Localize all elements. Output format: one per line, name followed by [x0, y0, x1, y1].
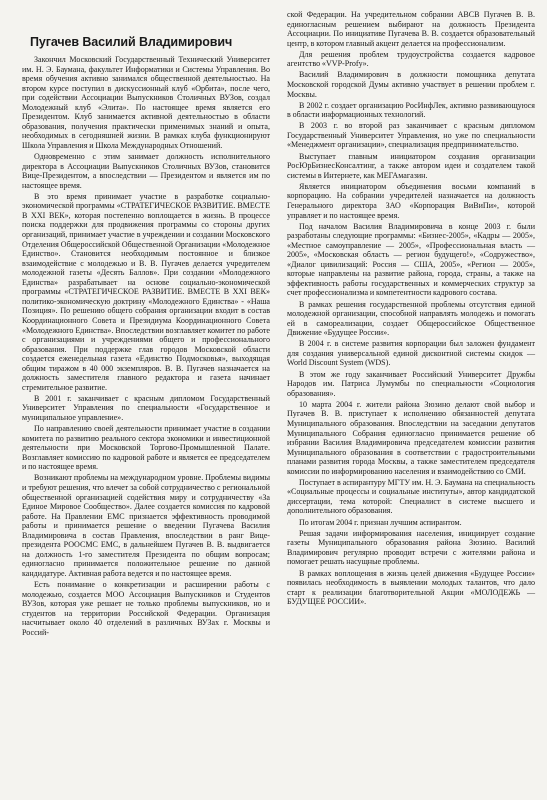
article-body	[22, 0, 535, 800]
paragraph: В рамках решения государственной проблемы отсутствия единой молодежной организации, способной направлять молодежь и помогать ей в самореализации, создает Общероссийское Общественное Движение «Будущее России».	[287, 299, 535, 338]
paragraph: Василий Владимирович в должности помощника депутата Московской городской Думы активно участвует в решении проблем г. Москвы.	[287, 70, 535, 99]
paragraph: Возникают проблемы на международном уровне. Проблемы видимы и требуют решения, что влечет за собой сотрудничество с региональной общественной организацией содействия миру и сотрудничеству «За Единое Мировое Сообщество». Далее создается комиссия по кадровой работе. На Правлении ЕМС признается эффективность проводимой работы и принимается решение о введении Пугачева Василия Владимировича в состав Правления, впоследствии в ранг Вице-президента РООСМС ЕМС, в дальнейшем Пугачев В. В. выдвигается на должность 1-го заместителя Президента по общим вопросам; единогласно принимается положительное решение по данной кандидатуре. Активная работа ведется и по настоящее время.	[22, 473, 270, 578]
paragraph: ской Федерации. На учредительном собрании АВСВ Пугачев В. В. единогласным решением выбирают на должность Президента Ассоциации. По инициативе Пугачева В. В. создается образовательный центр, в котором главный акцент делается на профессионализм.	[287, 10, 535, 48]
paragraph: Закончил Московский Государственный Технический Университет им. Н. Э. Баумана, факультет Информатики и Системы Управления. Во время обучения активно занимался общественной деятельностью. На втором курсе поступил в дискуссионный клуб «Орбита», после чего, при содействии Ассоциации Выпускников Столичных ВУЗов, создал Молодежный клуб «Элита». По настоящее время является его Президентом. Клуб занимается активной деятельностью в области образования, получения практически применимых знаний и опыта, необходимых в сегодняшней жизни. В рамках клуба функционируют Школа Управления и Школа Международных Отношений.	[22, 55, 270, 150]
paragraph: Есть понимание о конкретизации и расширении работы с молодежью, создается МОО Ассоциация Выпускников и Студентов ВУЗов, которая уже решает не только проблемы выпускников, но и студентов на территории Российской Федерации. Организация насчитывает около 40 отделений в различных ВУЗах г. Москвы и Россий-	[22, 580, 270, 637]
paragraph: Для решения проблем трудоустройства создается кадровое агентство «VVP-Profy».	[287, 49, 535, 69]
paragraph: По итогам 2004 г. признан лучшим аспирантом.	[299, 517, 462, 527]
paragraph: В это время принимает участие в разработке социально-экономической программы «СТРАТЕГИЧЕСКОЕ РАЗВИТИЕ. ВМЕСТЕ В XXI ВЕК», которая постепенно воплощается в жизнь. В процессе поиска поддержки для продвижения программы со стороны других организаций, принимает участие в учреждении и создании Московского Отделения Общероссийской Общественной Организации «Молодежное Единство». Становится необходимым постоянное и близкое взаимодействие с молодежью и В. В. Пугачев делается учредителем молодежной газеты «Десять Баллов». При создании «Молодежного Единства» разрабатывает на основе социально-экономической программы «СТРАТЕГИЧЕСКОЕ РАЗВИТИЕ. ВМЕСТЕ В XXI ВЕК» политико-экономическую доктрину «Молодежного Единства» - «Наша Позиция». По решению общего собрания организации входит в состав Координационного Совета и Президиума Координационного Совета «Молодежного Единства». Впоследствии возглавляет комитет по работе с организациями и учреждениями общего и профессионального образования. При поддержке глав городов Московской области создается еженедельная газета «Единство Подмосковья», выходящая общим тиражом в 40 000 экземпляров. В. В. Пугачев назначается на должность заместителя главного редактора и газета начинает стремительное развитие.	[22, 191, 270, 392]
paragraph: Является инициатором объединения восьми компаний в корпорацию. На собрании учредителей назначается на должность Генерального директора ЗАО «Корпорация ВиВиПи», которой управляет и по настоящее время.	[287, 181, 535, 220]
paragraph: 10 марта 2004 г. жители района Зюзино делают свой выбор и Пугачев В. В. приступает к исполнению обязанностей депутата Муниципального образования. Впоследствии на заседании депутатов Муниципального Собрания единогласно принимается решение об избрании Василия Владимировича председателем комиссии развития Муниципального образования в соответствии с градостроительными планами развития города Москвы, а также заместителем председателя комиссии по информированию населения и взаимодействию со СМИ.	[287, 399, 535, 476]
paragraph: Поступает в аспирантуру МГТУ им. Н. Э. Баумана на специальность «Социальные процессы и социальные институты», автор кандидатской диссертации, тема которой: Специалист в системе высшего и дополнительного образования.	[287, 477, 535, 516]
paragraph: Решая задачи информирования населения, инициирует создание газеты Муниципального образования района Зюзино. Василий Владимирович регулярно проводит встречи с жителями района и помогает решать насущные проблемы.	[287, 528, 535, 567]
right-column	[287, 10, 535, 608]
paragraph: По направлению своей деятельности принимает участие в создании комитета по развитию реального сектора экономики и инвестиционной деятельности при Московской Торгово-Промышленной Палате. Возглавляет комиссию по кадровой работе и является ее председателем и по настоящее время.	[22, 424, 270, 472]
left-column	[22, 55, 270, 639]
paragraph: В 2001 г. заканчивает с красным дипломом Государственный Университет Управления по специальности «Государственное и муниципальное управление».	[22, 393, 270, 423]
paragraph: Под началом Василия Владимировича в конце 2003 г. были разработаны следующие программы: «Бизнес-2005», «Кадры — 2005», «Местное самоуправление — 2005», «Профессиональная власть — 2005», «Московская область — регион будущего!», «Содружество», «Диалог цивилизаций: Россия — США, 2005», «Регион — 2005», которые направлены на развитие района, города, страны, а также на эффективность работы государственных и коммерческих структур за счет профессионализма и компетентности кадрового состава.	[287, 221, 535, 298]
paragraph: В 2002 г. создает организацию РосИнфЛек, активно развивающуюся в области информационных технологий.	[287, 100, 535, 120]
paragraph: В 2004 г. в системе развития корпорации был заложен фундамент для создания универсальной единой дисконтной системы скидок — World Discount System (WDS).	[287, 339, 535, 368]
paragraph: Одновременно с этим занимает должность исполнительного директора в Ассоциации Выпускников Столичных ВУЗов, становится Вице-Президентом, а впоследствии — Президентом и является им по настоящее время.	[22, 152, 270, 190]
paragraph: В 2003 г. во второй раз заканчивает с красным дипломом Государственный Университет Управления, но уже по специальности «Менеджмент организации», специализация предпринимательство.	[287, 121, 535, 150]
paragraph: В этом же году заканчивает Российский Университет Дружбы Народов им. Патриса Лумумбы по специальности «Социология образования».	[287, 369, 535, 398]
paragraph: Выступает главным инициатором создания организации РосЮрБизнесКонсалтинг, а также автором идеи и создателем такой системы в Интернете, как МЕГАмагазин.	[287, 151, 535, 180]
article-title: Пугачев Василий Владимирович	[30, 35, 233, 49]
paragraph: В рамках воплощения в жизнь целей движения «Будущее России» появилась необходимость в выявлении молодых талантов, что дало старт к реализации благотворительной Акции «МОЛОДЕЖЬ — БУДУЩЕЕ РОССИИ».	[287, 568, 535, 607]
